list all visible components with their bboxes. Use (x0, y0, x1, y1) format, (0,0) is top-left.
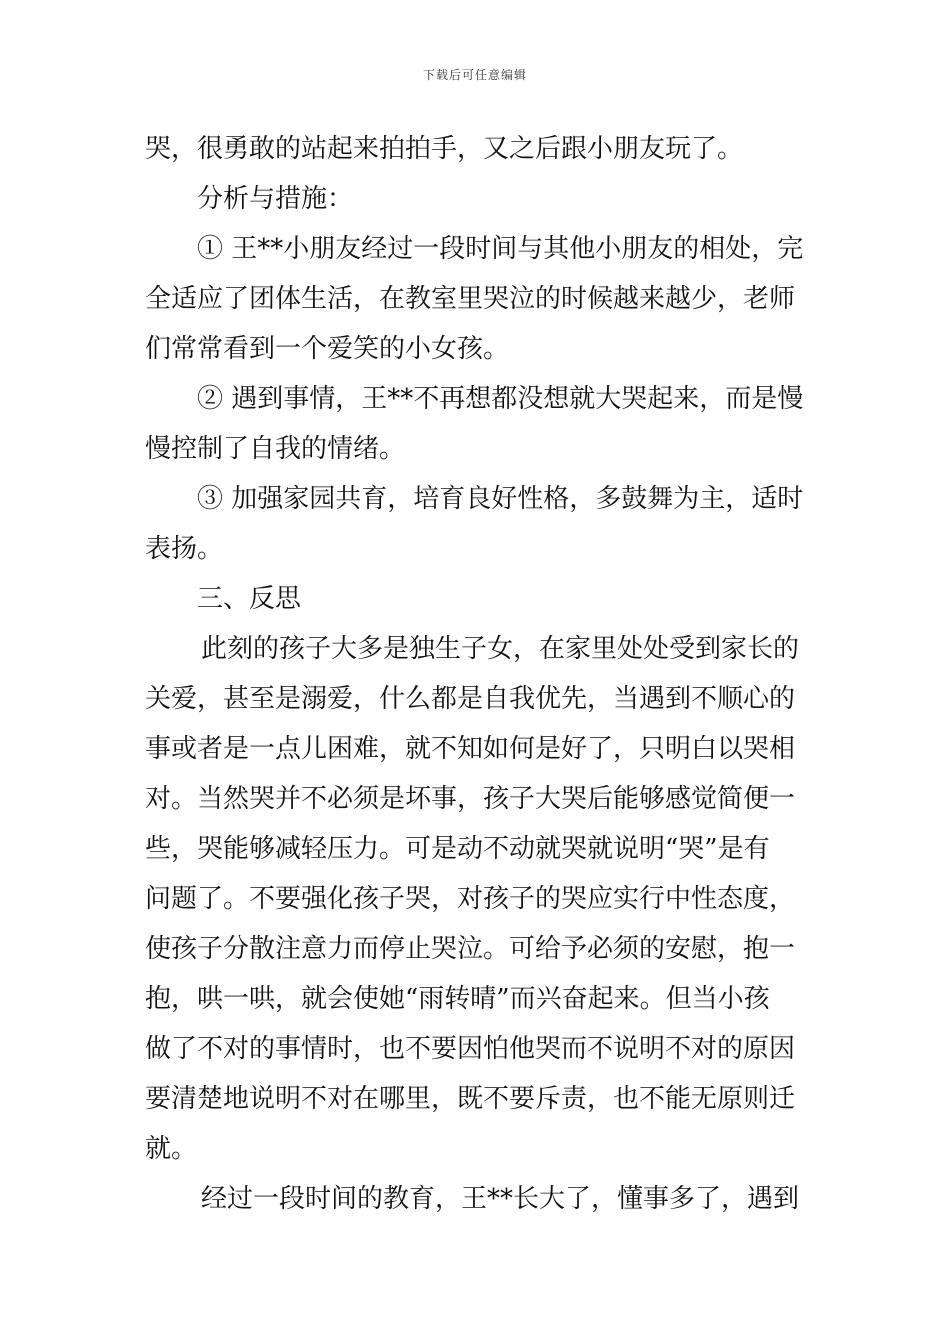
document-body (145, 124, 807, 1224)
text-line: 经过一段时间的教育，王**长大了，懂事多了，遇到 (201, 1184, 800, 1214)
text-line: 表扬。 (145, 534, 224, 564)
text-line: 要清楚地说明不对在哪里，既不要斥责，也不能无原则迁 (145, 1084, 796, 1114)
text-line: 做了不对的事情时，也不要因怕他哭而不说明不对的原因 (145, 1034, 796, 1064)
section-heading: 三、反思 (197, 584, 302, 614)
text-line: 哭，很勇敢的站起来拍拍手，又之后跟小朋友玩了。 (145, 134, 744, 164)
text-line: 些，哭能够减轻压力。可是动不动就哭就说明“哭”是有 (145, 834, 770, 864)
text-line: ② 遇到事情，王**不再想都没想就大哭起来，而是慢 (197, 384, 804, 414)
text-line: 事或者是一点儿困难，就不知如何是好了，只明白以哭相 (145, 734, 796, 764)
text-line: 慢控制了自我的情绪。 (145, 434, 406, 464)
text-line: 就。 (145, 1134, 198, 1164)
text-line: 抱，哄一哄，就会使她“雨转晴”而兴奋起来。但当小孩 (145, 984, 770, 1014)
text-line: 全适应了团体生活，在教室里哭泣的时候越来越少，老师 (145, 284, 796, 314)
page-header: 下载后可任意编辑 (422, 68, 527, 82)
text-line: 问题了。不要强化孩子哭，对孩子的哭应实行中性态度， (145, 884, 796, 914)
text-line: 关爱，甚至是溺爱，什么都是自我优先，当遇到不顺心的 (145, 684, 796, 714)
text-line: 们常常看到一个爱笑的小女孩。 (145, 334, 510, 364)
section-heading: 分析与措施： (197, 184, 354, 214)
text-line: ① 王**小朋友经过一段时间与其他小朋友的相处，完 (197, 234, 804, 264)
text-line: 使孩子分散注意力而停止哭泣。可给予必须的安慰，抱一 (145, 934, 796, 964)
text-line: 此刻的孩子大多是独生子女，在家里处处受到家长的 (201, 634, 800, 664)
text-line: ③ 加强家园共育，培育良好性格，多鼓舞为主，适时 (197, 484, 804, 514)
text-line: 对。当然哭并不必须是坏事，孩子大哭后能够感觉简便一 (145, 784, 796, 814)
